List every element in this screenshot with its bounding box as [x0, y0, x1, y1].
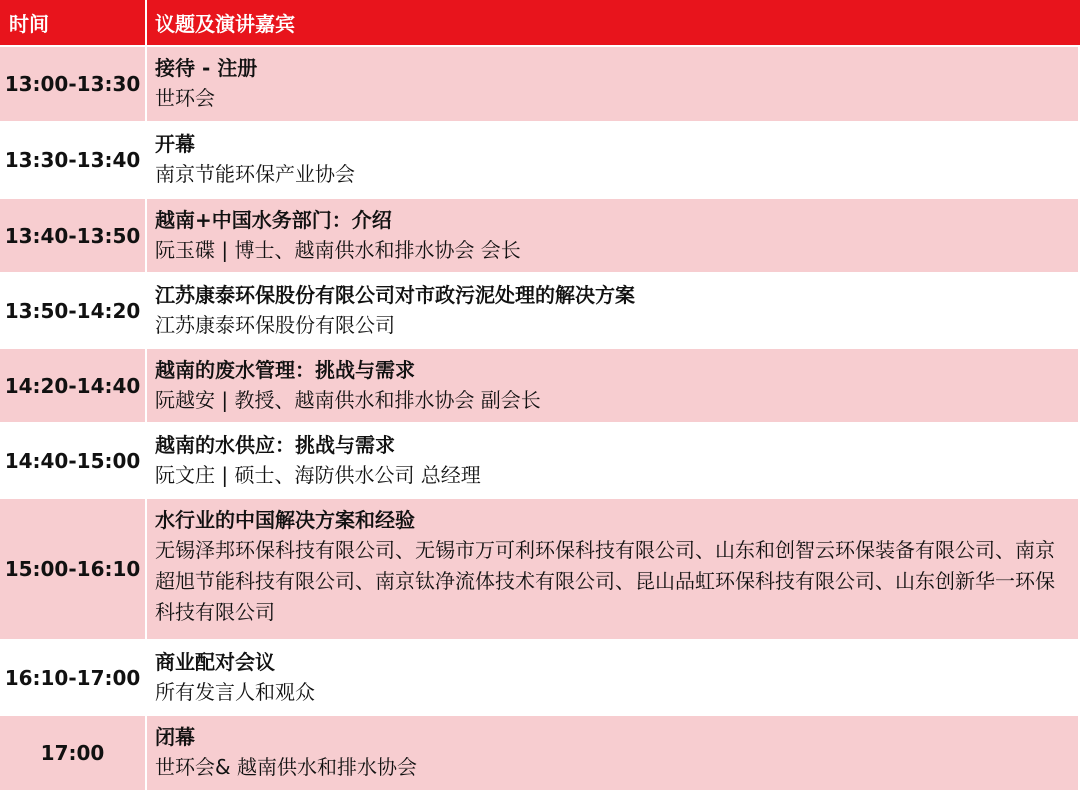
table-header [0, 0, 1080, 45]
row-topic [147, 274, 1080, 347]
table-row [0, 497, 1080, 639]
table-row [0, 121, 1080, 197]
topic-title: 江苏康泰环保股份有限公司对市政污泥处理的解决方案 [155, 283, 635, 307]
row-topic [147, 47, 1080, 121]
topic-title: 商业配对会议 [155, 650, 275, 674]
topic-speaker: 世环会& 越南供水和排水协会 [155, 755, 417, 779]
topic-speaker: 世环会 [155, 86, 215, 110]
topic-speaker: 江苏康泰环保股份有限公司 [155, 313, 395, 337]
topic-title: 越南的水供应：挑战与需求 [155, 433, 395, 457]
row-time: 14:20-14:40 [0, 349, 147, 422]
topic-title: 闭幕 [155, 725, 195, 749]
row-topic [147, 123, 1080, 197]
table-row [0, 639, 1080, 714]
row-time: 13:50-14:20 [0, 274, 147, 347]
row-time: 16:10-17:00 [0, 641, 147, 714]
row-topic [147, 716, 1080, 790]
topic-speaker: 阮玉碟 | 博士、越南供水和排水协会 会长 [155, 238, 521, 262]
row-topic [147, 424, 1080, 497]
topic-title: 越南的废水管理：挑战与需求 [155, 358, 415, 382]
row-topic [147, 641, 1080, 714]
row-topic [147, 349, 1080, 422]
row-time: 14:40-15:00 [0, 424, 147, 497]
topic-title: 开幕 [155, 132, 195, 156]
header-topic: 议题及演讲嘉宾 [155, 12, 295, 36]
table-row [0, 714, 1080, 790]
topic-speaker: 阮越安 | 教授、越南供水和排水协会 副会长 [155, 388, 541, 412]
row-time: 15:00-16:10 [0, 499, 147, 639]
row-time: 13:40-13:50 [0, 199, 147, 272]
table-row [0, 347, 1080, 422]
topic-title: 接待 - 注册 [155, 56, 258, 80]
table-row [0, 422, 1080, 497]
table-row [0, 197, 1080, 272]
topic-title: 水行业的中国解决方案和经验 [155, 508, 415, 532]
topic-speaker: 南京节能环保产业协会 [155, 162, 355, 186]
table-row [0, 45, 1080, 121]
table-row [0, 272, 1080, 347]
row-time: 13:00-13:30 [0, 47, 147, 121]
topic-speaker: 所有发言人和观众 [155, 680, 315, 704]
row-topic [147, 199, 1080, 272]
row-time: 17:00 [0, 716, 147, 790]
row-topic [147, 499, 1080, 639]
topic-speaker: 无锡泽邦环保科技有限公司、无锡市万可利环保科技有限公司、山东和创智云环保装备有限公司、南京超旭节能科技有限公司、南京钛净流体技术有限公司、昆山品虹环保科技有限公司、山东创新华一环保科技有限公司 [155, 538, 1055, 624]
topic-speaker: 阮文庄 | 硕士、海防供水公司 总经理 [155, 463, 481, 487]
row-time: 13:30-13:40 [0, 123, 147, 197]
header-time: 时间 [0, 0, 147, 45]
topic-title: 越南+中国水务部门：介绍 [155, 208, 392, 232]
